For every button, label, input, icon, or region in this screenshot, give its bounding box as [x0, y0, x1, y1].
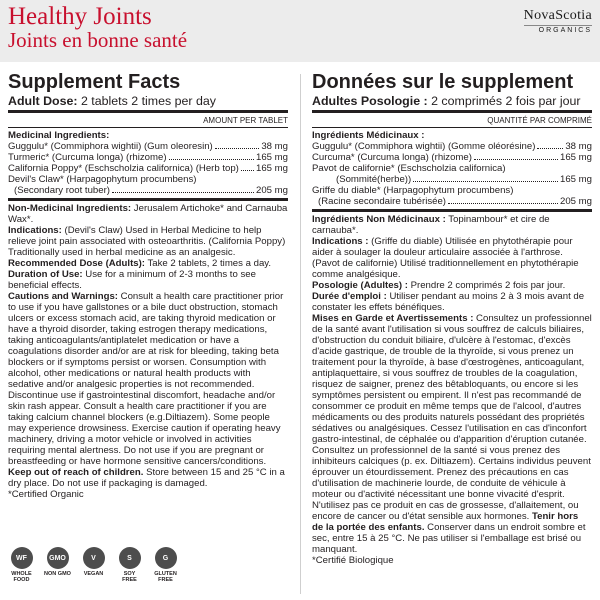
ingredients-table-fr [312, 128, 592, 212]
ingredient-amount: 165 mg [560, 174, 592, 185]
non-medicinal-text: Jerusalem Artichoke* and Carnauba Wax*. [8, 203, 288, 225]
recommended-dose-text: Take 2 tablets, 2 times a day. [145, 258, 272, 269]
ingredient-row [8, 174, 288, 185]
cautions-paragraph [8, 291, 288, 489]
badge-non-gmo [44, 547, 71, 583]
column-divider [300, 74, 301, 594]
storage-text: Store between 15 and 25 °C in a dry place. Do not use if packaging is damaged. [8, 467, 285, 489]
whole-food-icon: WF [11, 547, 33, 569]
duration-text: Use for a minimum of 2-3 months to see beneficial effects. [8, 269, 256, 291]
label-body-en [8, 203, 288, 500]
ingredient-amount: 38 mg [565, 141, 592, 152]
keep-out-text: Keep out of reach of children. [8, 467, 144, 478]
amount-header-fr: QUANTITÉ PAR COMPRIMÉ [312, 116, 592, 128]
duration-paragraph-fr [312, 291, 592, 313]
duration-paragraph [8, 269, 288, 291]
medicinal-label-fr: Ingrédients Médicinaux : [312, 130, 425, 141]
leader-dots [169, 159, 254, 160]
ingredient-row [312, 196, 592, 207]
ingredient-row [312, 152, 592, 163]
badge-row [8, 547, 179, 583]
leader-dots [537, 148, 563, 149]
ingredient-name: Turmeric* (Curcuma longa) (rhizome) [8, 152, 167, 163]
facts-title-fr: Données sur le supplement [312, 71, 574, 93]
ingredient-row [8, 141, 288, 152]
ingredients-table [8, 128, 288, 201]
ingredient-name: Guggulu* (Commiphora wightii) (Gomme oléorésine) [312, 141, 536, 152]
ingredient-name: Pavot de californie* (Eschscholzia californica) [312, 163, 506, 174]
ingredient-name: Devil's Claw* (Harpagophytum procumbens) [8, 174, 197, 185]
indications-paragraph-fr [312, 236, 592, 280]
recommended-dose-label: Recommended Dose (Adults): [8, 258, 145, 269]
badge-soy-free [116, 547, 143, 583]
ingredient-amount: 38 mg [261, 141, 288, 152]
dose-text-fr: 2 comprimés 2 fois par jour [427, 94, 581, 108]
cautions-text: Consult a health care practitioner prior to use if you have gallstones or a bile duct obstruction, stomach ulcers or excess stomach acid, are taking thyroid medication or have a thyroid disorder, taking estrogen therapy medications, taking anticoagulants/antiplatelet medication or have a coagulations disorder and/or are at risk for bleeding, taking beta blockers or if symptoms persist or worsen. Consumption with alcohol, other medications or natural health products with sedative and/or analgesic properties is not recommended. Discontinue use if gastrointestinal discomfort, headache and/or skin rash appear. Consult a health care practitioner if you are taking calcium channel blockers (e.g.Diltiazem). Some people may experience drowsiness. Exercise caution if operating heavy machinery, driving a motor vehicle or involved in activities requiring mental alertness. Do not use if you are pregnant or breastfeeding or have hormone sensitive cancers/conditions. [8, 291, 284, 467]
badge-label: NON GMO [44, 571, 71, 577]
amount-header: AMOUNT PER TABLET [8, 116, 288, 128]
soy-free-icon: S [119, 547, 141, 569]
badge-label: VEGAN [83, 571, 104, 577]
dose-label-fr: Adultes Posologie : [312, 94, 428, 108]
non-medicinal-paragraph-fr [312, 214, 592, 236]
cautions-label: Cautions and Warnings: [8, 291, 118, 302]
ingredient-amount: 205 mg [560, 196, 592, 207]
recommended-dose-label-fr: Posologie (Adultes) : [312, 280, 408, 291]
ingredient-row [312, 141, 592, 152]
recommended-dose-paragraph [8, 258, 288, 269]
ingredient-amount: 165 mg [256, 163, 288, 174]
badge-label: WHOLE FOOD [11, 571, 32, 583]
non-medicinal-label-fr: Ingrédients Non Médicinaux : [312, 214, 446, 225]
duration-label-fr: Durée d'emploi : [312, 291, 387, 302]
dose-text: 2 tablets 2 times per day [77, 94, 216, 108]
ingredient-row [8, 185, 288, 196]
non-gmo-icon: GMO [47, 547, 69, 569]
indications-paragraph [8, 225, 288, 258]
medicinal-label: Medicinal Ingredients: [8, 130, 110, 141]
dose-line-fr [312, 94, 592, 113]
badge-gluten-free [152, 547, 179, 583]
vegan-icon: V [83, 547, 105, 569]
indications-text: (Devil's Claw) Used in Herbal Medicine to help relieve joint pain associated with osteoarthritis. (California Poppy) Traditionally used in herbal medicine as an analgesic. [8, 225, 286, 258]
duration-text-fr: Utiliser pendant au moins 2 à 3 mois avant de constater les effets bénéfiques. [312, 291, 585, 313]
certified-note-fr: *Certifié Biologique [312, 555, 394, 566]
ingredient-amount: 205 mg [256, 185, 288, 196]
storage-text-fr: Conserver dans un endroit sombre et sec, entre 15 à 25 °C. Ne pas utiliser si l'emballage est brisé ou manquant. [312, 522, 586, 555]
cautions-text-fr: Consultez un professionnel de la santé avant l'utilisation si vous souffrez de calculs biliaires, d'obstruction du conduit biliaire, d'ulcère à l'estomac, d'excès d'acide gastrique, de trouble de la thyroïde, si vous prenez un traitement pour la thyroïde, à base d'œstrogènes, anticoagulant, antiplaquettaire, si vous souffrez de troubles de la coagulation, risquez de saigner, prenez des bêtabloquants, ou encore si les symptômes persistent ou empirent. Il n'est pas recommandé de consommer ce produit en même temps que de l'alcool, d'autres médicaments ou des produits naturels possédant des propriétés sédatives ou analgésiques. Cessez l'utilisation en cas d'inconfort gastro-intestinal, de céphalée ou d'apparition d'éruption cutanée. Consultez un professionnel de la santé si vous prenez des inhibiteurs calciques (p. ex. Diltiazem). Certains individus peuvent éprouver un étourdissement. Prenez des précautions en cas d'utilisation de machinerie lourde, de conduite de véhicule à moteur ou d'activité nécessitant une bonne vivacité d'esprit. N'utilisez pas ce produit en cas de grossesse, d'allaitement, ou encore de cancer ou d'état sensible aux hormones. [312, 313, 592, 522]
brand-subtitle: ORGANICS [524, 25, 592, 34]
ingredient-row [312, 185, 592, 196]
ingredient-name: (Secondary root tuber) [14, 185, 110, 196]
non-medicinal-label: Non-Medicinal Ingredients: [8, 203, 132, 214]
ingredient-name: California Poppy* (Eschscholzia californica) (Herb top) [8, 163, 239, 174]
ingredient-row [312, 163, 592, 174]
badge-whole-food [8, 547, 35, 583]
leader-dots [241, 170, 254, 171]
label-body-fr [312, 214, 592, 566]
ingredient-name: (Racine secondaire tubérisée) [318, 196, 446, 207]
leader-dots [474, 159, 558, 160]
facts-title: Supplement Facts [8, 71, 181, 93]
header-band [0, 0, 600, 62]
product-title-en: Healthy Joints [8, 3, 152, 30]
gluten-free-icon: G [155, 547, 177, 569]
indications-text-fr: (Griffe du diable) Utilisée en phytothérapie pour aider à soulager la douleur articulaire associée à l'arthrose. (Pavot de californie) Utilisé traditionnellement en phytothérapie comme analgésique. [312, 236, 579, 280]
ingredient-row [312, 174, 592, 185]
certified-note: *Certified Organic [8, 489, 84, 500]
supplement-facts-en [8, 70, 288, 500]
recommended-dose-text-fr: Prendre 2 comprimés 2 fois par jour. [407, 280, 566, 291]
ingredient-amount: 165 mg [560, 152, 592, 163]
brand-name: NovaScotia [523, 8, 592, 23]
ingredient-name: Guggulu* (Commiphora wightii) (Gum oleoresin) [8, 141, 213, 152]
cautions-label-fr: Mises en Garde et Avertissements : [312, 313, 474, 324]
ingredient-row [8, 163, 288, 174]
badge-label: SOY FREE [122, 571, 137, 583]
brand-logo [524, 8, 592, 34]
duration-label: Duration of Use: [8, 269, 83, 280]
dose-line [8, 94, 288, 113]
ingredient-name: Griffe du diable* (Harpagophytum procumbens) [312, 185, 514, 196]
non-medicinal-paragraph [8, 203, 288, 225]
non-medicinal-text-fr: Topinambour* et cire de carnauba*. [312, 214, 550, 236]
leader-dots [413, 181, 558, 182]
ingredient-name: Curcuma* (Curcuma longa) (rhizome) [312, 152, 472, 163]
cautions-paragraph-fr [312, 313, 592, 555]
dose-label: Adult Dose: [8, 94, 78, 108]
leader-dots [448, 203, 558, 204]
keep-out-text-fr: Tenir hors de la portée des enfants. [312, 511, 579, 533]
leader-dots [112, 192, 254, 193]
product-title-fr: Joints en bonne santé [8, 28, 188, 52]
ingredient-row [8, 152, 288, 163]
indications-label-fr: Indications : [312, 236, 369, 247]
ingredient-amount: 165 mg [256, 152, 288, 163]
supplement-facts-fr [312, 70, 592, 566]
recommended-dose-paragraph-fr [312, 280, 592, 291]
indications-label: Indications: [8, 225, 62, 236]
badge-vegan [80, 547, 107, 583]
ingredient-name: (Sommité(herbe)) [336, 174, 412, 185]
badge-label: GLUTEN FREE [154, 571, 177, 583]
leader-dots [215, 148, 260, 149]
